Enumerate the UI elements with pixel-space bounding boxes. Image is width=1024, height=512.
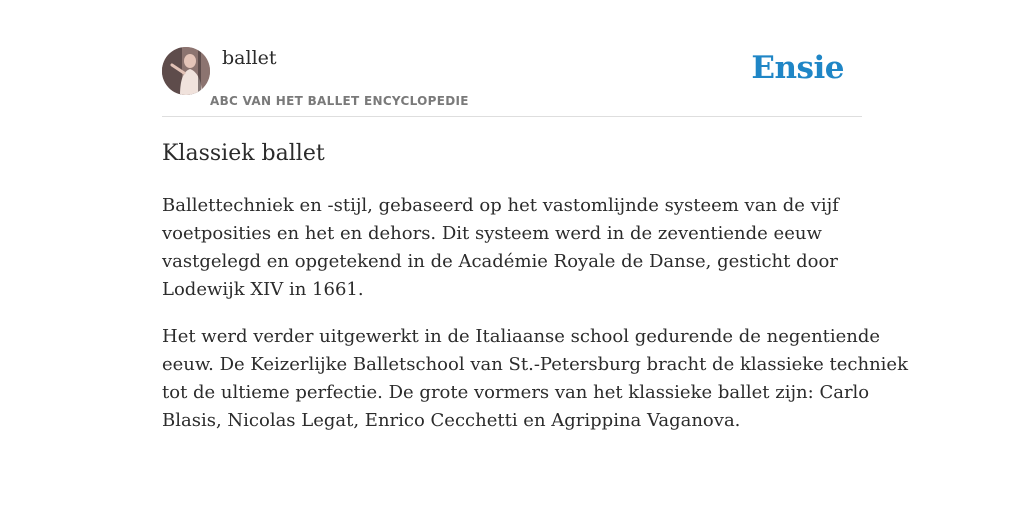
avatar[interactable] (162, 47, 210, 95)
article-paragraph (162, 192, 862, 304)
paragraph-line: Blasis, Nicolas Legat, Enrico Cecchetti en Agrippina Vaganova. (162, 410, 741, 431)
paragraph-line: vastgelegd en opgetekend in de Académie Royale de Danse, gesticht door (162, 251, 838, 272)
paragraph-line: Lodewijk XIV in 1661. (162, 279, 364, 300)
paragraph-line: eeuw. De Keizerlijke Balletschool van St.-Petersburg bracht de klassieke techniek (162, 354, 908, 375)
article-body (162, 192, 908, 454)
page-header (162, 44, 862, 117)
ballet-dancer-avatar-icon (162, 47, 210, 95)
paragraph-line: voetposities en het en dehors. Dit systeem werd in de zeventiende eeuw (162, 223, 822, 244)
source-subtitle[interactable]: ABC VAN HET BALLET ENCYCLOPEDIE (210, 94, 469, 108)
paragraph-line: Het werd verder uitgewerkt in de Italiaanse school gedurende de negentiende (162, 326, 881, 347)
paragraph-line: tot de ultieme perfectie. De grote vormers van het klassieke ballet zijn: Carlo (162, 382, 870, 403)
source-name[interactable]: ballet (222, 47, 277, 69)
article-paragraph (162, 323, 908, 435)
brand-logo[interactable]: Ensie (751, 50, 844, 86)
article-title: Klassiek ballet (162, 141, 325, 166)
paragraph-line: Ballettechniek en -stijl, gebaseerd op het vastomlijnde systeem van de vijf (162, 195, 839, 216)
